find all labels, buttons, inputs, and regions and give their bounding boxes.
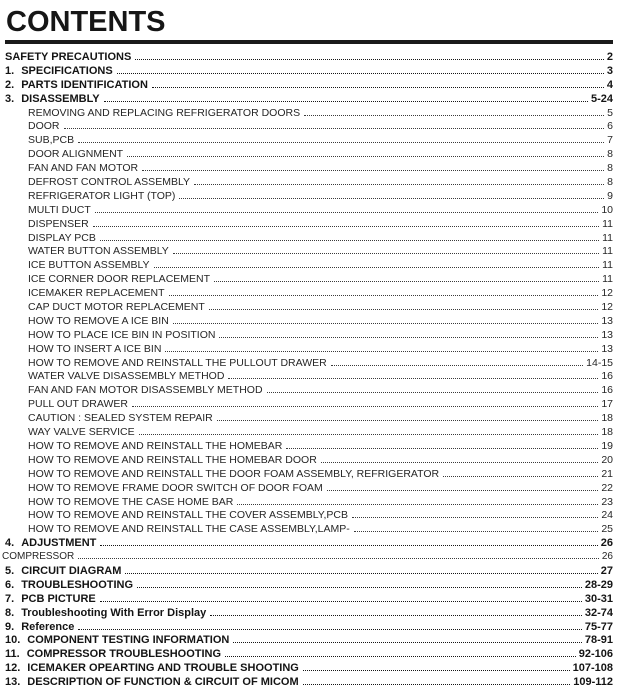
toc-entry-number: 7. bbox=[5, 592, 15, 605]
toc-entry-label: HOW TO REMOVE AND REINSTALL THE CASE ASSEMBLY,LAMP- bbox=[28, 523, 350, 536]
toc-entry-label: WATER BUTTON ASSEMBLY bbox=[28, 245, 169, 258]
dot-leader bbox=[95, 212, 599, 213]
toc-entry-page: 5-24 bbox=[590, 92, 613, 105]
toc-entry bbox=[5, 593, 613, 607]
toc-entry bbox=[5, 273, 613, 287]
toc-entry bbox=[5, 565, 613, 579]
toc-entry-label: DOOR bbox=[28, 120, 60, 133]
toc-entry-label: FAN AND FAN MOTOR bbox=[28, 162, 139, 175]
toc-entry-page: 3 bbox=[606, 64, 613, 77]
dot-leader bbox=[217, 420, 599, 421]
toc-entry-page: 26 bbox=[601, 551, 613, 563]
dot-leader bbox=[303, 684, 571, 685]
toc-entry-page: 12 bbox=[601, 301, 613, 314]
toc-entry-number: 5. bbox=[5, 564, 15, 577]
toc-entry-label: WATER VALVE DISASSEMBLY METHOD bbox=[28, 370, 225, 383]
dot-leader bbox=[78, 558, 599, 559]
toc-entry-page: 92-106 bbox=[578, 648, 613, 661]
dot-leader bbox=[209, 309, 599, 310]
toc-entry bbox=[5, 426, 613, 440]
toc-entry-page: 8 bbox=[607, 148, 613, 161]
toc-entry bbox=[5, 454, 613, 468]
dot-leader bbox=[304, 115, 604, 116]
toc-entry-label: PCB PICTURE bbox=[21, 592, 96, 605]
toc-entry bbox=[5, 134, 613, 148]
toc-entry-number: 8. bbox=[5, 606, 15, 619]
dot-leader bbox=[228, 378, 598, 379]
toc-entry-page: 16 bbox=[601, 384, 613, 397]
toc-entry-page: 13 bbox=[601, 314, 613, 327]
toc-entry bbox=[5, 509, 613, 523]
dot-leader bbox=[179, 198, 604, 199]
toc-entry bbox=[5, 162, 613, 176]
toc-entry bbox=[5, 523, 613, 537]
dot-leader bbox=[135, 59, 604, 60]
toc-entry-label: SPECIFICATIONS bbox=[21, 64, 113, 77]
toc-entry-page: 4 bbox=[606, 78, 613, 91]
toc-entry-label: HOW TO REMOVE AND REINSTALL THE COVER ASSEMBLY,PCB bbox=[28, 509, 348, 522]
toc-entry bbox=[5, 412, 613, 426]
toc-entry-label: SAFETY PRECAUTIONS bbox=[5, 51, 132, 63]
toc-entry-label: HOW TO REMOVE AND REINSTALL THE PULLOUT DRAWER bbox=[28, 356, 327, 369]
toc-entry bbox=[5, 634, 613, 648]
toc-entry-label: COMPONENT TESTING INFORMATION bbox=[27, 634, 230, 647]
toc-entry bbox=[5, 676, 613, 690]
toc-entry-page: 14-15 bbox=[586, 356, 613, 369]
dot-leader bbox=[117, 73, 604, 74]
toc-entry bbox=[5, 329, 613, 343]
toc-entry bbox=[5, 65, 613, 79]
dot-leader bbox=[303, 670, 570, 671]
dot-leader bbox=[443, 476, 598, 477]
toc-entry bbox=[5, 232, 613, 246]
toc-entry-page: 18 bbox=[601, 412, 613, 425]
toc-entry-label: PULL OUT DRAWER bbox=[28, 398, 128, 411]
toc-entry-page: 75-77 bbox=[584, 620, 613, 633]
toc-entry-label: DOOR ALIGNMENT bbox=[28, 148, 124, 161]
toc-entry-page: 18 bbox=[601, 426, 613, 439]
toc-entry bbox=[5, 245, 613, 259]
toc-entry-page: 13 bbox=[601, 342, 613, 355]
toc-entry-number: 13. bbox=[5, 676, 21, 689]
toc-entry-number: 10. bbox=[5, 634, 21, 647]
dot-leader bbox=[286, 448, 598, 449]
toc-entry-label: HOW TO REMOVE A ICE BIN bbox=[28, 314, 169, 327]
dot-leader bbox=[78, 629, 581, 630]
toc-entry-page: 20 bbox=[601, 453, 613, 466]
toc-entry-label: Troubleshooting With Error Display bbox=[21, 606, 207, 619]
toc-entry-page: 2 bbox=[606, 51, 613, 63]
toc-entry bbox=[5, 287, 613, 301]
toc-entry-number: 3. bbox=[5, 92, 15, 105]
dot-leader bbox=[210, 615, 582, 616]
toc-entry-label: ICE BUTTON ASSEMBLY bbox=[28, 259, 150, 272]
toc-entry-label: WAY VALVE SERVICE bbox=[28, 426, 135, 439]
dot-leader bbox=[169, 295, 599, 296]
dot-leader bbox=[327, 490, 599, 491]
dot-leader bbox=[132, 406, 598, 407]
dot-leader bbox=[214, 281, 599, 282]
dot-leader bbox=[331, 365, 583, 366]
toc-entry-page: 16 bbox=[601, 370, 613, 383]
toc-entry-label: FAN AND FAN MOTOR DISASSEMBLY METHOD bbox=[28, 384, 263, 397]
toc-entry-page: 109-112 bbox=[573, 676, 613, 689]
toc-entry-page: 107-108 bbox=[572, 662, 613, 675]
toc-entry-page: 11 bbox=[602, 273, 613, 286]
toc-entry-page: 11 bbox=[602, 259, 613, 272]
toc-entry bbox=[5, 662, 613, 676]
toc-entry bbox=[5, 79, 613, 93]
toc-entry bbox=[5, 482, 613, 496]
toc-entry bbox=[5, 343, 613, 357]
toc-entry-page: 11 bbox=[602, 217, 613, 230]
toc-entry-page: 19 bbox=[601, 439, 613, 452]
toc-entry bbox=[5, 579, 613, 593]
toc-entry-page: 12 bbox=[601, 287, 613, 300]
dot-leader bbox=[137, 587, 582, 588]
toc-entry-page: 26 bbox=[600, 537, 613, 550]
toc-entry-page: 25 bbox=[601, 523, 613, 536]
toc-entry-label: DISPENSER bbox=[28, 217, 89, 230]
toc-entry-label: CAUTION : SEALED SYSTEM REPAIR bbox=[28, 412, 213, 425]
toc-entry-number: 4. bbox=[5, 537, 15, 550]
toc-entry-number: 11. bbox=[5, 648, 20, 661]
toc-entry bbox=[5, 107, 613, 121]
toc-entry-label: DISASSEMBLY bbox=[21, 92, 100, 105]
toc-entry-label: ICE CORNER DOOR REPLACEMENT bbox=[28, 273, 211, 286]
dot-leader bbox=[237, 504, 598, 505]
toc-entry-label: COMPRESSOR TROUBLESHOOTING bbox=[26, 648, 222, 661]
toc-entry-page: 6 bbox=[607, 120, 613, 133]
toc-entry-page: 11 bbox=[602, 245, 613, 258]
toc-entry bbox=[5, 357, 613, 371]
toc-entry-label: PARTS IDENTIFICATION bbox=[21, 78, 148, 91]
toc-entry-page: 30-31 bbox=[584, 592, 613, 605]
toc-entry bbox=[5, 259, 613, 273]
toc-entry-page: 27 bbox=[600, 564, 613, 577]
toc-entry bbox=[5, 315, 613, 329]
title-rule bbox=[5, 40, 613, 44]
toc-entry bbox=[5, 468, 613, 482]
page-title: CONTENTS bbox=[6, 6, 166, 38]
toc-entry-label: DEFROST CONTROL ASSEMBLY bbox=[28, 176, 191, 189]
toc-entry-label: HOW TO PLACE ICE BIN IN POSITION bbox=[28, 328, 216, 341]
toc-entry-page: 22 bbox=[601, 481, 613, 494]
toc-entry bbox=[5, 301, 613, 315]
dot-leader bbox=[127, 156, 604, 157]
dot-leader bbox=[233, 642, 581, 643]
toc-entry-page: 10 bbox=[601, 203, 613, 216]
toc-entry bbox=[5, 218, 613, 232]
dot-leader bbox=[93, 226, 599, 227]
toc-entry-page: 7 bbox=[607, 134, 613, 147]
toc-list bbox=[2, 51, 613, 690]
toc-entry bbox=[5, 621, 613, 635]
dot-leader bbox=[352, 517, 598, 518]
toc-entry-page: 8 bbox=[607, 162, 613, 175]
dot-leader bbox=[267, 392, 599, 393]
toc-entry bbox=[5, 120, 613, 134]
dot-leader bbox=[225, 656, 576, 657]
toc-entry bbox=[5, 51, 613, 65]
dot-leader bbox=[354, 531, 599, 532]
toc-entry-label: HOW TO REMOVE THE CASE HOME BAR bbox=[28, 495, 234, 508]
toc-entry bbox=[5, 148, 613, 162]
dot-leader bbox=[154, 267, 600, 268]
dot-leader bbox=[142, 170, 604, 171]
toc-entry-number: 1. bbox=[5, 64, 15, 77]
dot-leader bbox=[219, 337, 598, 338]
toc-entry-label: DESCRIPTION OF FUNCTION & CIRCUIT OF MICOM bbox=[27, 676, 299, 689]
toc-entry bbox=[5, 204, 613, 218]
toc-entry-label: REFRIGERATOR LIGHT (TOP) bbox=[28, 189, 176, 202]
toc-entry-page: 5 bbox=[607, 106, 613, 119]
toc-entry bbox=[5, 648, 613, 662]
dot-leader bbox=[100, 240, 599, 241]
toc-entry bbox=[5, 537, 613, 551]
toc-entry bbox=[5, 607, 613, 621]
dot-leader bbox=[321, 462, 599, 463]
toc-entry bbox=[5, 190, 613, 204]
toc-entry bbox=[5, 93, 613, 107]
toc-entry-page: 8 bbox=[607, 176, 613, 189]
toc-entry-label: CIRCUIT DIAGRAM bbox=[21, 564, 122, 577]
toc-entry-label: TROUBLESHOOTING bbox=[21, 578, 134, 591]
dot-leader bbox=[100, 545, 597, 546]
toc-entry-label: ICEMAKER OPEARTING AND TROUBLE SHOOTING bbox=[27, 662, 299, 675]
toc-entry-page: 28-29 bbox=[584, 578, 613, 591]
toc-entry bbox=[5, 398, 613, 412]
dot-leader bbox=[125, 573, 597, 574]
toc-entry-label: CAP DUCT MOTOR REPLACEMENT bbox=[28, 301, 205, 314]
toc-entry-number: 2. bbox=[5, 78, 15, 91]
toc-entry bbox=[2, 551, 613, 565]
toc-entry-page: 9 bbox=[607, 189, 613, 202]
toc-entry-label: COMPRESSOR bbox=[2, 551, 75, 563]
toc-entry-label: REMOVING AND REPLACING REFRIGERATOR DOORS bbox=[28, 106, 301, 119]
toc-entry-label: HOW TO REMOVE AND REINSTALL THE HOMEBAR DOOR bbox=[28, 453, 317, 466]
toc-entry-page: 13 bbox=[601, 328, 613, 341]
toc-entry bbox=[5, 496, 613, 510]
toc-entry-page: 17 bbox=[601, 398, 613, 411]
toc-entry-label: MULTI DUCT bbox=[28, 203, 91, 216]
toc-entry-label: HOW TO REMOVE FRAME DOOR SWITCH OF DOOR FOAM bbox=[28, 481, 323, 494]
toc-entry-label: Reference bbox=[21, 620, 75, 633]
toc-entry-label: DISPLAY PCB bbox=[28, 231, 96, 244]
toc-entry-label: ICEMAKER REPLACEMENT bbox=[28, 287, 165, 300]
toc-entry-number: 9. bbox=[5, 620, 15, 633]
toc-entry bbox=[5, 440, 613, 454]
toc-entry-label: SUB,PCB bbox=[28, 134, 75, 147]
dot-leader bbox=[100, 601, 582, 602]
toc-entry bbox=[5, 176, 613, 190]
toc-entry bbox=[5, 384, 613, 398]
toc-entry-number: 6. bbox=[5, 578, 15, 591]
dot-leader bbox=[173, 323, 599, 324]
toc-entry-label: HOW TO INSERT A ICE BIN bbox=[28, 342, 162, 355]
dot-leader bbox=[194, 184, 604, 185]
toc-entry-label: HOW TO REMOVE AND REINSTALL THE DOOR FOAM ASSEMBLY, REFRIGERATOR bbox=[28, 467, 440, 480]
toc-entry-page: 21 bbox=[601, 467, 613, 480]
dot-leader bbox=[64, 128, 605, 129]
toc-entry-page: 32-74 bbox=[584, 606, 613, 619]
dot-leader bbox=[173, 253, 599, 254]
toc-entry-label: ADJUSTMENT bbox=[21, 537, 97, 550]
toc-entry-number: 12. bbox=[5, 662, 21, 675]
toc-entry-page: 11 bbox=[602, 231, 613, 244]
dot-leader bbox=[78, 142, 604, 143]
dot-leader bbox=[152, 87, 604, 88]
dot-leader bbox=[165, 351, 598, 352]
toc-entry bbox=[5, 370, 613, 384]
toc-entry-label: HOW TO REMOVE AND REINSTALL THE HOMEBAR bbox=[28, 439, 283, 452]
toc-entry-page: 78-91 bbox=[584, 634, 613, 647]
toc-entry-page: 24 bbox=[601, 509, 613, 522]
dot-leader bbox=[139, 434, 599, 435]
toc-entry-page: 23 bbox=[601, 495, 613, 508]
dot-leader bbox=[104, 101, 588, 102]
